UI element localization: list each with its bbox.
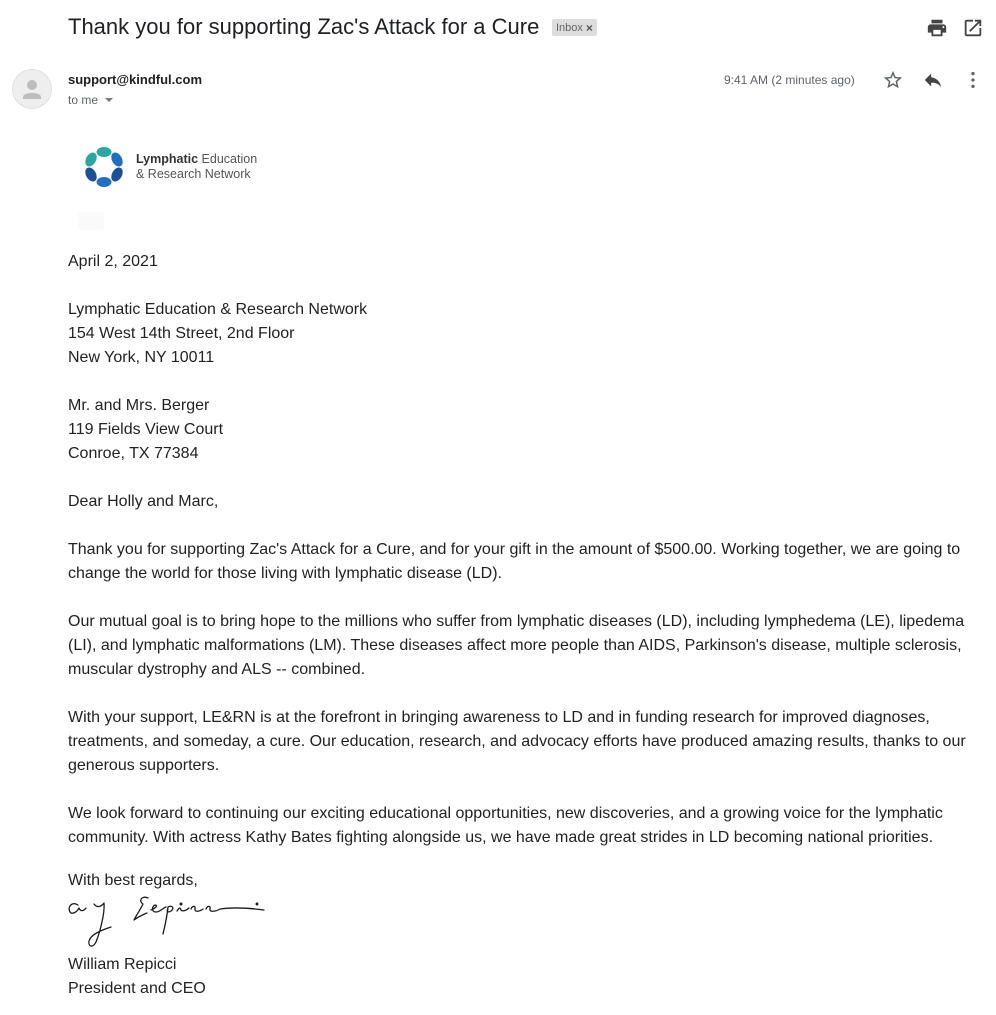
signer-title: President and CEO bbox=[68, 980, 206, 997]
signer-name: William Repicci bbox=[68, 956, 177, 973]
to-address-line: Conroe, TX 77384 bbox=[68, 445, 199, 462]
lern-logo bbox=[80, 143, 257, 191]
close-icon[interactable]: × bbox=[585, 20, 593, 35]
letter-paragraph: Our mutual goal is to bring hope to the millions who suffer from lymphatic diseases (LD), including lymphedema (LE), lipedema (LI), and lymphatic malformations (LM). These diseases affect more people than AIDS, Parkinson's disease, multiple sclerosis, muscular dystrophy and ALS -- combined. bbox=[68, 613, 965, 678]
sender-email: support@kindful.com bbox=[68, 72, 203, 87]
closing: With best regards, bbox=[68, 872, 198, 889]
handwritten-signature bbox=[64, 890, 274, 950]
logo-line1-bold: Lymphatic bbox=[136, 152, 199, 166]
logo-line2: & Research Network bbox=[136, 167, 251, 181]
inbox-label-chip bbox=[552, 19, 597, 36]
letter-date: April 2, 2021 bbox=[68, 253, 158, 270]
signer-block bbox=[68, 953, 206, 1001]
salutation: Dear Holly and Marc, bbox=[68, 493, 219, 510]
logo-line1-rest: Education bbox=[201, 152, 258, 166]
lern-logo-text bbox=[136, 152, 257, 182]
avatar bbox=[12, 69, 52, 109]
to-address-line: Mr. and Mrs. Berger bbox=[68, 397, 210, 414]
lern-logo-mark-icon bbox=[80, 143, 128, 191]
chevron-down-icon[interactable] bbox=[105, 98, 113, 102]
letter-body bbox=[68, 250, 978, 893]
person-icon bbox=[13, 70, 52, 109]
inbox-label-text: Inbox bbox=[556, 21, 583, 34]
recipient-label: to me bbox=[68, 93, 99, 107]
letter-paragraph: Thank you for supporting Zac's Attack for a Cure, and for your gift in the amount of $500.00. Working together, we are going to change the world for those living with lymphatic disease (LD). bbox=[68, 541, 961, 582]
print-icon[interactable] bbox=[926, 17, 948, 39]
reply-icon[interactable] bbox=[922, 69, 944, 91]
more-vertical-icon[interactable] bbox=[962, 69, 984, 91]
star-icon[interactable] bbox=[882, 69, 904, 91]
hidden-image-placeholder bbox=[78, 212, 104, 230]
to-address-line: 119 Fields View Court bbox=[68, 421, 224, 438]
open-in-new-window-icon[interactable] bbox=[962, 17, 984, 39]
from-address-line: 154 West 14th Street, 2nd Floor bbox=[68, 325, 295, 342]
letter-paragraph: With your support, LE&RN is at the forefront in bringing awareness to LD and in funding research for improved diagnoses, treatments, and someday, a cure. Our education, research, and advocacy efforts have produced amazing results, thanks to our generous supporters. bbox=[68, 709, 966, 774]
from-address-line: New York, NY 10011 bbox=[68, 349, 215, 366]
received-time: 9:41 AM (2 minutes ago) bbox=[724, 73, 855, 87]
from-address-line: Lymphatic Education & Research Network bbox=[68, 301, 368, 318]
recipient-details-toggle[interactable] bbox=[68, 93, 113, 107]
letter-paragraph: We look forward to continuing our exciting educational opportunities, new discoveries, and a growing voice for the lymphatic community. With actress Kathy Bates fighting alongside us, we have made great strides in LD becoming national priorities. bbox=[68, 805, 943, 846]
email-subject: Thank you for supporting Zac's Attack for a Cure bbox=[68, 14, 540, 39]
